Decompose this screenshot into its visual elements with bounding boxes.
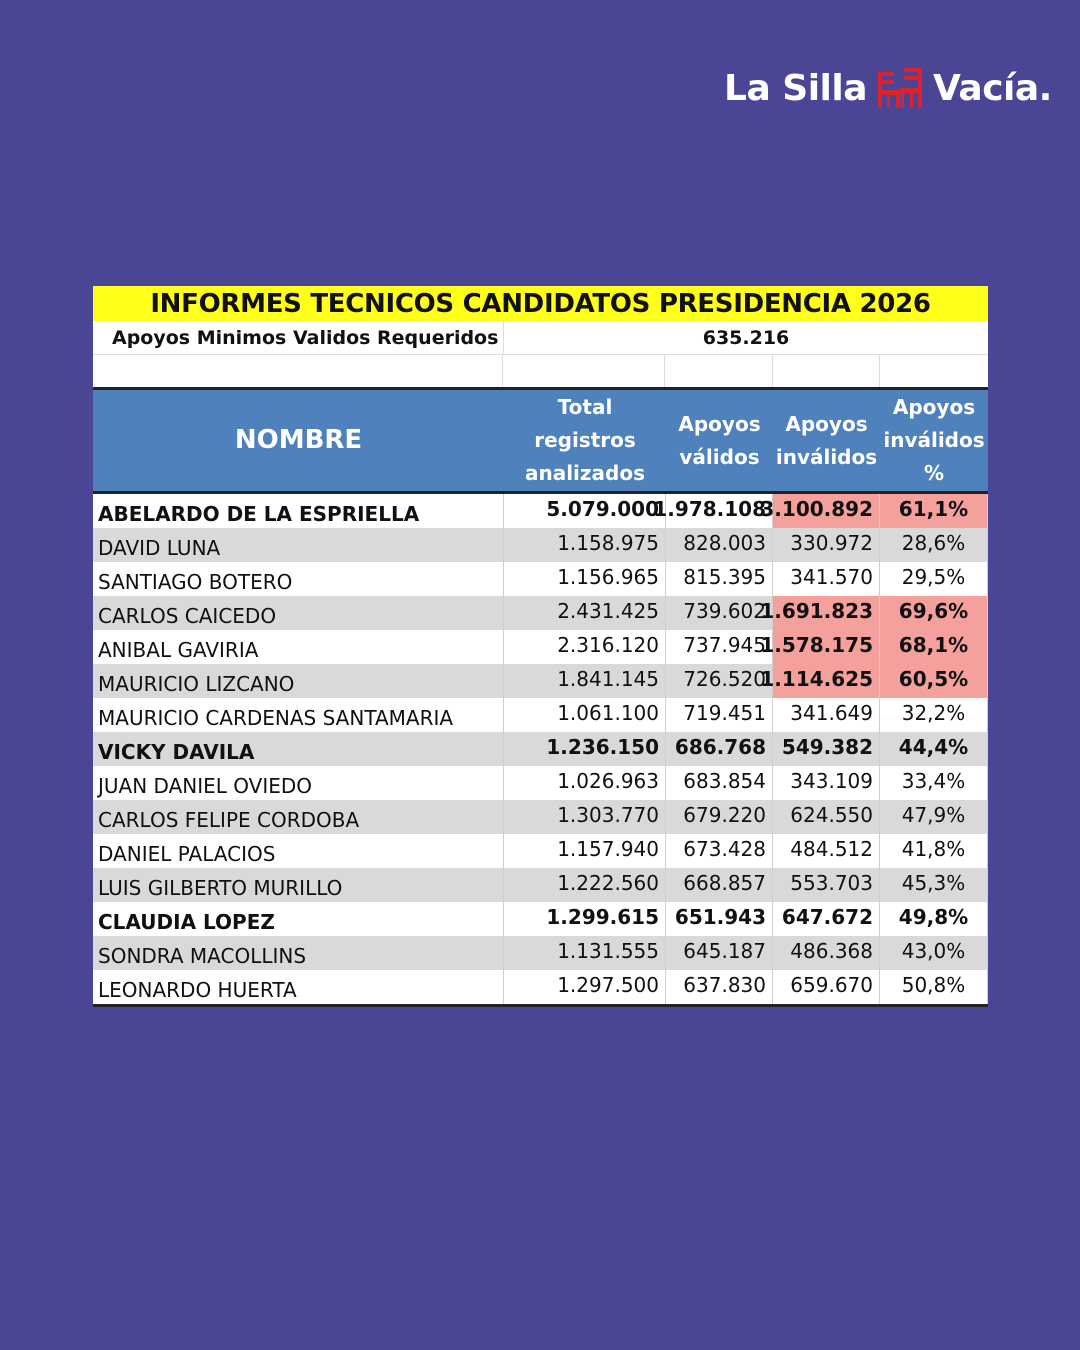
cell-valid: 645.187 bbox=[666, 936, 773, 970]
cell-invalid: 341.570 bbox=[773, 562, 880, 596]
cell-total: 1.841.145 bbox=[504, 664, 666, 698]
cell-invalid: 484.512 bbox=[773, 834, 880, 868]
header-total bbox=[504, 390, 666, 491]
cell-invalid-pct: 47,9% bbox=[880, 800, 988, 834]
cell-total: 1.061.100 bbox=[504, 698, 666, 732]
cell-invalid: 549.382 bbox=[773, 732, 880, 766]
cell-total: 1.299.615 bbox=[504, 902, 666, 936]
cell-invalid: 486.368 bbox=[773, 936, 880, 970]
table-title: INFORMES TECNICOS CANDIDATOS PRESIDENCIA 2026 bbox=[93, 286, 988, 321]
cell-invalid-pct: 49,8% bbox=[880, 902, 988, 936]
cell-name: JUAN DANIEL OVIEDO bbox=[93, 766, 504, 800]
cell-name: ABELARDO DE LA ESPRIELLA bbox=[93, 494, 504, 528]
table-row bbox=[93, 664, 988, 698]
cell-valid: 683.854 bbox=[666, 766, 773, 800]
cell-invalid-pct: 43,0% bbox=[880, 936, 988, 970]
header-valid-line2: válidos bbox=[679, 444, 760, 469]
brand-logo bbox=[724, 64, 1052, 112]
column-header-row bbox=[93, 390, 988, 494]
brand-name-part2: Vacía. bbox=[933, 67, 1052, 109]
cell-invalid: 341.649 bbox=[773, 698, 880, 732]
table-row bbox=[93, 800, 988, 834]
cell-name: VICKY DAVILA bbox=[93, 732, 504, 766]
cell-valid: 737.945 bbox=[666, 630, 773, 664]
cell-total: 1.157.940 bbox=[504, 834, 666, 868]
table-row bbox=[93, 698, 988, 732]
table-body bbox=[93, 494, 988, 1007]
cell-name: CARLOS FELIPE CORDOBA bbox=[93, 800, 504, 834]
cell-total: 1.158.975 bbox=[504, 528, 666, 562]
header-pct-line3: % bbox=[923, 461, 945, 485]
brand-name-part1: La Silla bbox=[724, 67, 868, 109]
cell-invalid: 343.109 bbox=[773, 766, 880, 800]
spreadsheet-table bbox=[93, 286, 988, 1007]
cell-invalid-pct: 28,6% bbox=[880, 528, 988, 562]
table-row bbox=[93, 834, 988, 868]
requirement-value: 635.216 bbox=[702, 326, 790, 349]
cell-valid: 686.768 bbox=[666, 732, 773, 766]
table-row bbox=[93, 494, 988, 528]
header-invalid-line1: Apoyos bbox=[785, 411, 868, 436]
table-row bbox=[93, 732, 988, 766]
cell-invalid-pct: 29,5% bbox=[880, 562, 988, 596]
cell-invalid: 3.100.892 bbox=[773, 494, 880, 528]
table-row bbox=[93, 562, 988, 596]
cell-invalid-pct: 32,2% bbox=[880, 698, 988, 732]
table-row bbox=[93, 902, 988, 936]
cell-name: DAVID LUNA bbox=[93, 528, 504, 562]
cell-invalid: 624.550 bbox=[773, 800, 880, 834]
cell-invalid: 659.670 bbox=[773, 970, 880, 1004]
cell-invalid-pct: 50,8% bbox=[880, 970, 988, 1004]
blank-row bbox=[93, 355, 988, 390]
header-name: NOMBRE bbox=[234, 425, 363, 455]
header-invalid-line2: inválidos bbox=[775, 444, 878, 469]
cell-valid: 815.395 bbox=[666, 562, 773, 596]
cell-valid: 739.602 bbox=[666, 596, 773, 630]
cell-valid: 1.978.108 bbox=[666, 494, 773, 528]
cell-name: DANIEL PALACIOS bbox=[93, 834, 504, 868]
cell-total: 1.297.500 bbox=[504, 970, 666, 1004]
cell-invalid-pct: 60,5% bbox=[880, 664, 988, 698]
cell-name: SONDRA MACOLLINS bbox=[93, 936, 504, 970]
cell-valid: 719.451 bbox=[666, 698, 773, 732]
cell-invalid-pct: 33,4% bbox=[880, 766, 988, 800]
cell-total: 1.236.150 bbox=[504, 732, 666, 766]
cell-valid: 673.428 bbox=[666, 834, 773, 868]
table-row bbox=[93, 868, 988, 902]
requirement-row bbox=[93, 321, 988, 355]
cell-invalid: 1.114.625 bbox=[773, 664, 880, 698]
cell-invalid-pct: 69,6% bbox=[880, 596, 988, 630]
cell-invalid: 553.703 bbox=[773, 868, 880, 902]
cell-invalid-pct: 41,8% bbox=[880, 834, 988, 868]
header-total-line1: Total registros bbox=[534, 395, 636, 452]
cell-total: 1.131.555 bbox=[504, 936, 666, 970]
chairs-icon bbox=[875, 66, 925, 110]
header-invalid bbox=[773, 390, 880, 491]
cell-invalid-pct: 68,1% bbox=[880, 630, 988, 664]
header-pct-line2: inválidos bbox=[883, 428, 985, 452]
table-row bbox=[93, 596, 988, 630]
cell-total: 1.026.963 bbox=[504, 766, 666, 800]
cell-total: 5.079.000 bbox=[504, 494, 666, 528]
cell-total: 2.431.425 bbox=[504, 596, 666, 630]
cell-name: SANTIAGO BOTERO bbox=[93, 562, 504, 596]
cell-invalid: 330.972 bbox=[773, 528, 880, 562]
table-row bbox=[93, 936, 988, 970]
cell-valid: 679.220 bbox=[666, 800, 773, 834]
header-valid-line1: Apoyos bbox=[678, 411, 761, 436]
table-row bbox=[93, 528, 988, 562]
cell-invalid: 1.691.823 bbox=[773, 596, 880, 630]
header-total-line2: analizados bbox=[524, 461, 646, 485]
cell-name: LUIS GILBERTO MURILLO bbox=[93, 868, 504, 902]
cell-name: LEONARDO HUERTA bbox=[93, 970, 504, 1004]
cell-total: 1.222.560 bbox=[504, 868, 666, 902]
header-pct-line1: Apoyos bbox=[892, 395, 976, 419]
cell-name: CARLOS CAICEDO bbox=[93, 596, 504, 630]
cell-total: 2.316.120 bbox=[504, 630, 666, 664]
header-valid bbox=[666, 390, 773, 491]
cell-valid: 651.943 bbox=[666, 902, 773, 936]
cell-name: MAURICIO CARDENAS SANTAMARIA bbox=[93, 698, 504, 732]
cell-name: CLAUDIA LOPEZ bbox=[93, 902, 504, 936]
cell-invalid-pct: 45,3% bbox=[880, 868, 988, 902]
cell-name: ANIBAL GAVIRIA bbox=[93, 630, 504, 664]
requirement-label: Apoyos Minimos Validos Requeridos bbox=[93, 321, 504, 354]
header-invalid-pct bbox=[880, 390, 988, 491]
table-row bbox=[93, 970, 988, 1004]
table-row bbox=[93, 766, 988, 800]
cell-invalid-pct: 61,1% bbox=[880, 494, 988, 528]
cell-valid: 726.520 bbox=[666, 664, 773, 698]
table-row bbox=[93, 630, 988, 664]
cell-valid: 637.830 bbox=[666, 970, 773, 1004]
cell-invalid-pct: 44,4% bbox=[880, 732, 988, 766]
cell-name: MAURICIO LIZCANO bbox=[93, 664, 504, 698]
cell-valid: 668.857 bbox=[666, 868, 773, 902]
cell-invalid: 647.672 bbox=[773, 902, 880, 936]
cell-total: 1.303.770 bbox=[504, 800, 666, 834]
cell-invalid: 1.578.175 bbox=[773, 630, 880, 664]
cell-total: 1.156.965 bbox=[504, 562, 666, 596]
cell-valid: 828.003 bbox=[666, 528, 773, 562]
